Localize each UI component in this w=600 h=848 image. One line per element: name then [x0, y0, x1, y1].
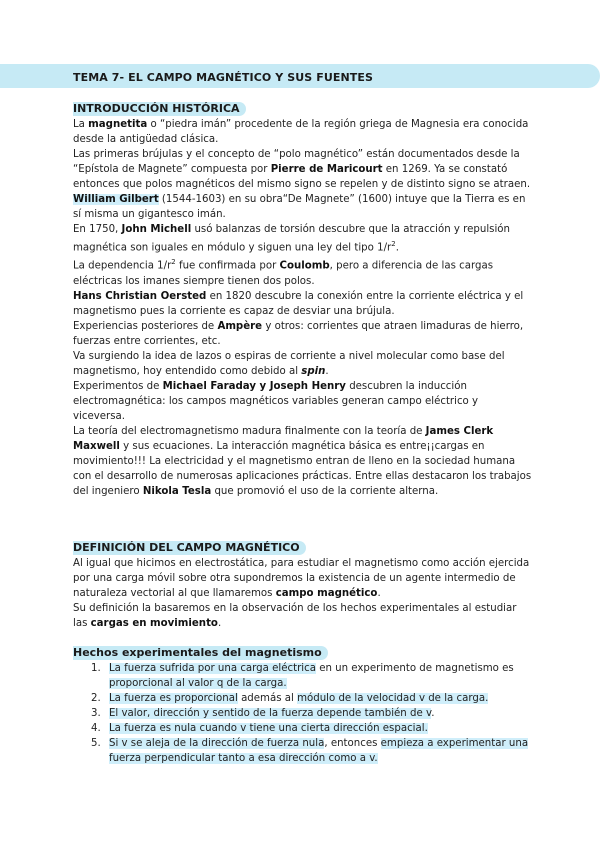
list-item: 2. La fuerza es proporcional además al módulo de la velocidad v de la carga.: [91, 693, 489, 704]
definition-body: [73, 556, 533, 631]
paragraph: Experimentos de Michael Faraday y Joseph Henry descubren la inducción electromagnética: los campos magnéticos variables generan campo eléctrico y viceversa.: [73, 380, 479, 422]
paragraph: La dependencia $1/r^2$ fue confirmada por Coulomb, pero a diferencia de las cargas eléctricas los imanes siempre tienen dos polos.: [73, 258, 493, 287]
page-title: TEMA 7- EL CAMPO MAGNÉTICO Y SUS FUENTES: [73, 71, 374, 84]
section-heading-definition: DEFINICIÓN DEL CAMPO MAGNÉTICO: [73, 541, 306, 554]
facts-list-container: [73, 661, 533, 766]
intro-body: [73, 117, 533, 499]
list-item: 3. El valor, dirección y sentido de la fuerza depende también de v.: [91, 708, 435, 719]
paragraph: Su definición la basaremos en la observación de los hechos experimentales al estudiar las cargas en movimiento.: [73, 603, 517, 629]
section-heading-intro: INTRODUCCIÓN HISTÓRICA: [73, 102, 246, 115]
facts-list: [73, 661, 533, 766]
list-item: 5. Si v se aleja de la dirección de fuerza nula, entonces empieza a experimentar una fuerza perpendicular tanto a esa dirección como a v.: [91, 738, 529, 764]
paragraph: Hans Christian Oersted en 1820 descubre la conexión entre la corriente eléctrica y el magnetismo pues la corriente es capaz de desviar una brújula.: [73, 290, 524, 317]
paragraph: Experiencias posteriores de Ampère y otros: corrientes que atraen limaduras de hierro, fuerzas entre corrientes, etc.: [73, 320, 524, 347]
list-item: 1. La fuerza sufrida por una carga eléctrica en un experimento de magnetismo es proporcional al valor q de la carga.: [91, 663, 514, 689]
paragraph: Al igual que hicimos en electrostática, para estudiar el magnetismo como acción ejercida por una carga móvil sobre otra supondremos la existencia de un agente intermedio de naturaleza vectorial al que llamaremos campo magnético.: [73, 558, 530, 599]
section-heading-facts: Hechos experimentales del magnetismo: [73, 646, 328, 659]
paragraph: Va surgiendo la idea de lazos o espiras de corriente a nivel molecular como base del magnetismo, hoy entendido como debido al spin.: [73, 350, 505, 377]
paragraph: La magnetita o “piedra imán” procedente de la región griega de Magnesia era conocida desde la antigüedad clásica.: [73, 119, 529, 145]
paragraph: En 1750, John Michell usó balanzas de torsión descubre que la atracción y repulsión magnética son iguales en módulo y siguen una ley del tipo $1/r^2$.: [73, 224, 510, 254]
list-item: 4. La fuerza es nula cuando v tiene una cierta dirección espacial.: [91, 723, 428, 734]
paragraph: La teoría del electromagnetismo madura finalmente con la teoría de James Clerk Maxwell y sus ecuaciones. La interacción magnética básica es entre¡¡cargas en movimiento!!! La electricidad y el magnetismo entran de lleno en la sociedad humana con el desarrollo de numerosas aplicaciones prácticas. Entre ellas destacaron los trabajos del ingeniero Nikola Tesla que promovió el uso de la corriente alterna.: [73, 425, 532, 497]
paragraph: William Gilbert (1544-1603) en su obra“De Magnete” (1600) intuye que la Tierra es en sí misma un gigantesco imán.: [73, 194, 526, 220]
paragraph: Las primeras brújulas y el concepto de “polo magnético” están documentados desde la “Epístola de Magnete” compuesta por Pierre de Maricourt en 1269. Ya se constató entonces que polos magnéticos del mismo signo se repelen y de distinto signo se atraen.: [73, 149, 531, 190]
